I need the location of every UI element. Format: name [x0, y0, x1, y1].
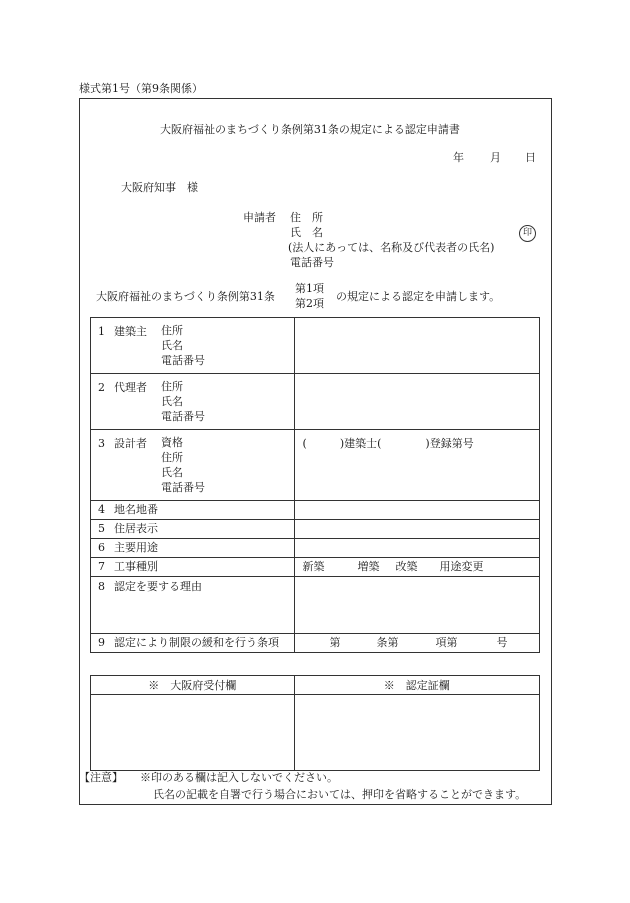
table-row	[91, 676, 540, 695]
row-designer-value[interactable]: ( )建築士( )登録第号	[294, 430, 539, 501]
row-agent-value[interactable]	[294, 374, 539, 430]
statement-suffix: の規定による認定を申請します。	[336, 290, 501, 303]
reception-right-header: ※ 認定証欄	[294, 676, 539, 695]
row-builder-value[interactable]	[294, 318, 539, 374]
date-month: 月	[490, 151, 501, 164]
table-row	[91, 501, 540, 520]
table-row	[91, 374, 540, 430]
notes-label: 【注意】	[79, 771, 123, 784]
applicant-label: 申請者	[243, 211, 276, 224]
table-row	[91, 430, 540, 501]
row-designer-label: 3 設計者 資格 住所 氏名 電話番号	[91, 430, 295, 501]
row-use-value[interactable]	[294, 539, 539, 558]
form-number-label: 様式第1号（第9条関係）	[79, 82, 203, 95]
table-row	[91, 318, 540, 374]
reception-table	[90, 675, 540, 771]
table-row	[91, 539, 540, 558]
option-extension: 増築	[357, 560, 380, 573]
row-address-label: 5 住居表示	[91, 520, 295, 539]
row-agent-label: 2 代理者 住所 氏名 電話番号	[91, 374, 295, 430]
table-row	[91, 695, 540, 771]
date-day: 日	[525, 151, 536, 164]
date-year: 年	[453, 151, 464, 164]
statement-prefix: 大阪府福祉のまちづくり条例第31条	[96, 290, 275, 303]
table-row	[91, 520, 540, 539]
statement-item1: 第1項	[295, 282, 324, 295]
reception-right-box	[294, 695, 539, 771]
form-title: 大阪府福祉のまちづくり条例第31条の規定による認定申請書	[160, 123, 460, 136]
row-address-value[interactable]	[294, 520, 539, 539]
applicant-name-label: 氏 名	[290, 226, 323, 239]
applicant-address-label: 住 所	[290, 211, 323, 224]
reception-left-header: ※ 大阪府受付欄	[91, 676, 295, 695]
row-reason-label: 8 認定を要する理由	[91, 577, 295, 634]
row-reason-value[interactable]	[294, 577, 539, 634]
notes-line-1: ※印のある欄は記入しないでください。	[140, 771, 338, 784]
option-use-change: 用途変更	[439, 560, 484, 573]
applicant-corp-note: (法人にあっては、名称及び代表者の氏名)	[288, 241, 495, 254]
seal-mark: 印	[519, 225, 536, 242]
row-work-type-value[interactable]	[294, 558, 539, 577]
row-lot-label: 4 地名地番	[91, 501, 295, 520]
statement-item2: 第2項	[295, 297, 324, 310]
option-rebuild: 改築	[395, 560, 418, 573]
row-work-type-label: 7 工事種別	[91, 558, 295, 577]
applicant-phone-label: 電話番号	[290, 256, 334, 269]
row-use-label: 6 主要用途	[91, 539, 295, 558]
row-lot-value[interactable]	[294, 501, 539, 520]
reception-left-box	[91, 695, 295, 771]
table-row	[91, 577, 540, 634]
table-row	[91, 634, 540, 653]
addressee: 大阪府知事 様	[121, 181, 198, 194]
row-relief-value[interactable]: 第 条第 項第 号	[294, 634, 539, 653]
row-builder-label: 1 建築主 住所 氏名 電話番号	[91, 318, 295, 374]
notes-line-2: 氏名の記載を自署で行う場合においては、押印を省略することができます。	[153, 788, 527, 801]
table-row	[91, 558, 540, 577]
option-new: 新築	[302, 560, 325, 573]
application-table	[90, 317, 540, 653]
row-relief-label: 9 認定により制限の緩和を行う条項	[91, 634, 295, 653]
